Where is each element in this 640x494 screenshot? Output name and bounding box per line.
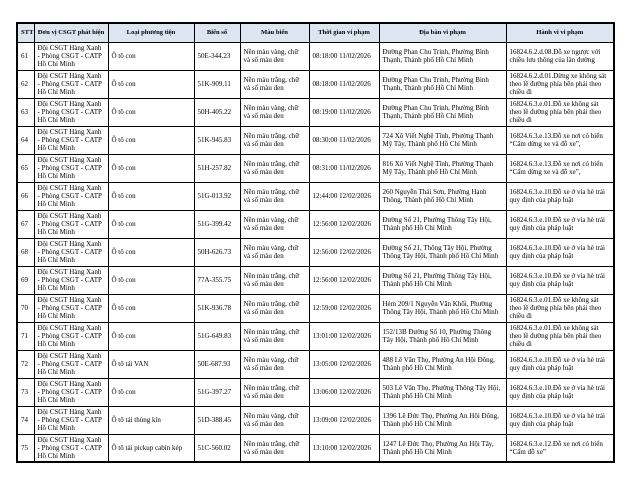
cell-stt: 71: [17, 322, 34, 350]
cell-unit: Đội CSGT Hàng Xanh - Phòng CSGT - CATP Hồ Chí Minh: [34, 98, 108, 126]
cell-stt: 69: [17, 266, 34, 294]
cell-location: 1396 Lê Đức Thọ, Phường An Hội Đông, Thành phố Hồ Chí Minh: [379, 406, 506, 434]
cell-plate: 51D-388.45: [194, 406, 240, 434]
cell-plate_color: Nền màu trắng, chữ và số màu đen: [240, 182, 309, 210]
cell-plate: 77A-355.75: [194, 266, 240, 294]
cell-time: 08:18:00 11/02/2026: [309, 70, 379, 98]
cell-vehicle: Ô tô con: [108, 126, 194, 154]
cell-unit: Đội CSGT Hàng Xanh - Phòng CSGT - CATP Hồ Chí Minh: [34, 350, 108, 378]
cell-time: 08:30:00 11/02/2026: [309, 126, 379, 154]
cell-plate: 51G-013.92: [194, 182, 240, 210]
table-row: [17, 126, 614, 154]
cell-stt: 62: [17, 70, 34, 98]
cell-stt: 74: [17, 406, 34, 434]
cell-plate_color: Nền màu vàng, chữ và số màu đen: [240, 210, 309, 238]
cell-time: 13:01:00 12/02/2026: [309, 322, 379, 350]
cell-location: 260 Nguyễn Thái Sơn, Phường Hạnh Thông, Thành phố Hồ Chí Minh: [379, 182, 506, 210]
table-body: [17, 42, 614, 462]
cell-unit: Đội CSGT Hàng Xanh - Phòng CSGT - CATP Hồ Chí Minh: [34, 210, 108, 238]
cell-location: Đường Phan Chu Trinh, Phường Bình Thạnh, Thành phố Hồ Chí Minh: [379, 70, 506, 98]
cell-violation: 16824.6.3.e.10.Đỗ xe ở vỉa hè trái quy định của pháp luật: [506, 210, 614, 238]
cell-time: 08:31:00 11/02/2026: [309, 154, 379, 182]
cell-unit: Đội CSGT Hàng Xanh - Phòng CSGT - CATP Hồ Chí Minh: [34, 182, 108, 210]
cell-plate_color: Nền màu trắng, chữ và số màu đen: [240, 154, 309, 182]
column-header-violation: Hành vi vi phạm: [506, 23, 614, 42]
cell-location: 503 Lê Văn Thọ, Phường Thông Tây Hội, Thành phố Hồ Chí Minh: [379, 378, 506, 406]
cell-plate: 51C-560.02: [194, 434, 240, 462]
cell-plate_color: Nền màu vàng, chữ và số màu đen: [240, 42, 309, 70]
cell-location: 816 Xô Viết Nghệ Tĩnh, Phường Thạnh Mỹ Tây, Thành phố Hồ Chí Minh: [379, 154, 506, 182]
cell-time: 12:56:00 12/02/2026: [309, 238, 379, 266]
cell-time: 13:06:00 12/02/2026: [309, 378, 379, 406]
cell-location: 724 Xô Viết Nghệ Tĩnh, Phường Thạnh Mỹ Tây, Thành phố Hồ Chí Minh: [379, 126, 506, 154]
table-row: [17, 42, 614, 70]
cell-plate_color: Nền màu trắng, chữ và số màu đen: [240, 70, 309, 98]
cell-violation: 16824.6.3.e.12.Đỗ xe nơi có biển “Cấm đỗ xe”: [506, 434, 614, 462]
cell-plate_color: Nền màu vàng, chữ và số màu đen: [240, 238, 309, 266]
cell-vehicle: Ô tô tải VAN: [108, 350, 194, 378]
cell-stt: 70: [17, 294, 34, 322]
cell-violation: 16824.6.3.e.10.Đỗ xe ở vỉa hè trái quy định của pháp luật: [506, 406, 614, 434]
cell-vehicle: Ô tô con: [108, 98, 194, 126]
cell-time: 12:44:00 12/02/2026: [309, 182, 379, 210]
table-row: [17, 98, 614, 126]
cell-violation: 16824.6.3.e.10.Đỗ xe ở vỉa hè trái quy định của pháp luật: [506, 378, 614, 406]
cell-vehicle: Ô tô con: [108, 154, 194, 182]
cell-stt: 64: [17, 126, 34, 154]
cell-unit: Đội CSGT Hàng Xanh - Phòng CSGT - CATP Hồ Chí Minh: [34, 42, 108, 70]
column-header-stt: STT: [17, 23, 34, 42]
cell-location: Đường Phan Chu Trinh, Phường Bình Thạnh, Thành phố Hồ Chí Minh: [379, 42, 506, 70]
violations-table: [16, 22, 615, 463]
table-row: [17, 154, 614, 182]
cell-time: 08:18:00 11/02/2026: [309, 42, 379, 70]
cell-location: 152/13B Đường Số 10, Phường Thông Tây Hội, Thành phố Hồ Chí Minh: [379, 322, 506, 350]
table-row: [17, 182, 614, 210]
cell-vehicle: Ô tô con: [108, 210, 194, 238]
cell-unit: Đội CSGT Hàng Xanh - Phòng CSGT - CATP Hồ Chí Minh: [34, 294, 108, 322]
cell-violation: 16824.6.3.e.13.Đỗ xe nơi có biển “Cấm dừng xe và đỗ xe”,: [506, 154, 614, 182]
table-row: [17, 238, 614, 266]
cell-unit: Đội CSGT Hàng Xanh - Phòng CSGT - CATP Hồ Chí Minh: [34, 266, 108, 294]
cell-plate_color: Nền màu trắng, chữ và số màu đen: [240, 266, 309, 294]
cell-location: 1247 Lê Đức Thọ, Phường An Hội Tây, Thành phố Hồ Chí Minh: [379, 434, 506, 462]
cell-vehicle: Ô tô con: [108, 42, 194, 70]
cell-stt: 68: [17, 238, 34, 266]
cell-location: Đường Số 21, Phường Thông Tây Hội, Thành phố Hồ Chí Minh: [379, 266, 506, 294]
cell-plate: 50H-405.22: [194, 98, 240, 126]
cell-stt: 75: [17, 434, 34, 462]
column-header-location: Địa bàn vi phạm: [379, 23, 506, 42]
cell-violation: 16824.6.3.e.01.Đỗ xe không sát theo lề đường phía bên phải theo chiều đi: [506, 98, 614, 126]
cell-time: 13:09:00 12/02/2026: [309, 406, 379, 434]
cell-vehicle: Ô tô con: [108, 294, 194, 322]
cell-time: 12:59:00 12/02/2026: [309, 294, 379, 322]
table-row: [17, 378, 614, 406]
column-header-vehicle: Loại phương tiện: [108, 23, 194, 42]
cell-time: 12:56:00 12/02/2026: [309, 266, 379, 294]
header-row: [17, 23, 614, 42]
column-header-time: Thời gian vi phạm: [309, 23, 379, 42]
cell-time: 13:10:00 12/02/2026: [309, 434, 379, 462]
cell-plate_color: Nền màu trắng, chữ và số màu đen: [240, 378, 309, 406]
cell-vehicle: Ô tô con: [108, 182, 194, 210]
cell-plate: 50H-626.73: [194, 238, 240, 266]
cell-unit: Đội CSGT Hàng Xanh - Phòng CSGT - CATP Hồ Chí Minh: [34, 238, 108, 266]
cell-violation: 16824.6.3.e.10.Đỗ xe ở vỉa hè trái quy định của pháp luật: [506, 238, 614, 266]
cell-unit: Đội CSGT Hàng Xanh - Phòng CSGT - CATP Hồ Chí Minh: [34, 406, 108, 434]
cell-violation: 16824.6.3.e.10.Đỗ xe ở vỉa hè trái quy định của pháp luật: [506, 350, 614, 378]
cell-plate: 51K-945.83: [194, 126, 240, 154]
cell-stt: 63: [17, 98, 34, 126]
cell-violation: 16824.6.3.e.13.Đỗ xe nơi có biển “Cấm dừng xe và đỗ xe”,: [506, 126, 614, 154]
table-row: [17, 210, 614, 238]
cell-location: Đường Số 21, Thông Tây Hội, Phường Thông Tây Hội, Thành phố Hồ Chí Minh: [379, 238, 506, 266]
cell-plate_color: Nền màu vàng, chữ và số màu đen: [240, 406, 309, 434]
cell-unit: Đội CSGT Hàng Xanh - Phòng CSGT - CATP Hồ Chí Minh: [34, 126, 108, 154]
cell-plate: 51K-936.78: [194, 294, 240, 322]
cell-time: 08:19:00 11/02/2026: [309, 98, 379, 126]
table-row: [17, 434, 614, 462]
cell-vehicle: Ô tô con: [108, 266, 194, 294]
table-row: [17, 266, 614, 294]
cell-plate: 51G-399.42: [194, 210, 240, 238]
cell-plate: 50E-687.93: [194, 350, 240, 378]
table-row: [17, 406, 614, 434]
cell-time: 12:56:00 12/02/2026: [309, 210, 379, 238]
cell-stt: 72: [17, 350, 34, 378]
cell-plate_color: Nền màu trắng, chữ và số màu đen: [240, 322, 309, 350]
table-row: [17, 322, 614, 350]
cell-plate: 51H-257.82: [194, 154, 240, 182]
cell-plate: 51K-909.11: [194, 70, 240, 98]
cell-unit: Đội CSGT Hàng Xanh - Phòng CSGT - CATP Hồ Chí Minh: [34, 70, 108, 98]
cell-time: 13:05:00 12/02/2026: [309, 350, 379, 378]
column-header-unit: Đơn vị CSGT phát hiện: [34, 23, 108, 42]
cell-violation: 16824.6.3.e.01.Đỗ xe không sát theo lề đường phía bên phải theo chiều đi: [506, 294, 614, 322]
cell-violation: 16824.6.3.e.10.Đỗ xe ở vỉa hè trái quy định của pháp luật: [506, 182, 614, 210]
cell-unit: Đội CSGT Hàng Xanh - Phòng CSGT - CATP Hồ Chí Minh: [34, 154, 108, 182]
cell-plate: 50E-344.23: [194, 42, 240, 70]
cell-unit: Đội CSGT Hàng Xanh - Phòng CSGT - CATP Hồ Chí Minh: [34, 378, 108, 406]
cell-stt: 66: [17, 182, 34, 210]
cell-plate_color: Nền màu trắng, chữ và số màu đen: [240, 294, 309, 322]
cell-plate_color: Nền màu trắng, chữ và số màu đen: [240, 434, 309, 462]
cell-plate_color: Nền màu trắng, chữ và số màu đen: [240, 126, 309, 154]
cell-vehicle: Ô tô con: [108, 238, 194, 266]
cell-vehicle: Ô tô tải thùng kín: [108, 406, 194, 434]
cell-plate: 51G-397.27: [194, 378, 240, 406]
cell-location: Hẻm 209/1 Nguyễn Văn Khối, Phường Thông Tây Hội, Thành phố Hồ Chí Minh: [379, 294, 506, 322]
table-row: [17, 350, 614, 378]
table-row: [17, 70, 614, 98]
cell-location: Đường Số 21, Phường Thông Tây Hội, Thành phố Hồ Chí Minh: [379, 210, 506, 238]
cell-vehicle: Ô tô con: [108, 70, 194, 98]
cell-plate_color: Nền màu vàng, chữ và số màu đen: [240, 350, 309, 378]
column-header-plate_color: Màu biển: [240, 23, 309, 42]
table-row: [17, 294, 614, 322]
cell-stt: 67: [17, 210, 34, 238]
cell-violation: 16824.6.3.e.01.Đỗ xe không sát theo lề đường phía bên phải theo chiều đi: [506, 322, 614, 350]
cell-vehicle: Ô tô con: [108, 322, 194, 350]
column-header-plate: Biển số: [194, 23, 240, 42]
cell-plate: 51G-649.83: [194, 322, 240, 350]
cell-location: Đường Phan Chu Trinh, Phường Bình Thạnh, Thành phố Hồ Chí Minh: [379, 98, 506, 126]
cell-violation: 16824.6.2.d.08.Đỗ xe ngược với chiều lưu thông của làn đường: [506, 42, 614, 70]
cell-violation: 16824.6.3.e.10.Đỗ xe ở vỉa hè trái quy định của pháp luật: [506, 266, 614, 294]
cell-violation: 16824.6.2.đ.01.Dừng xe không sát theo lề đường phía bên phải theo chiều đi: [506, 70, 614, 98]
cell-unit: Đội CSGT Hàng Xanh - Phòng CSGT - CATP Hồ Chí Minh: [34, 322, 108, 350]
cell-vehicle: Ô tô tải pickup cabin kép: [108, 434, 194, 462]
cell-plate_color: Nền màu vàng, chữ và số màu đen: [240, 98, 309, 126]
cell-stt: 73: [17, 378, 34, 406]
cell-vehicle: Ô tô con: [108, 378, 194, 406]
cell-location: 488 Lê Văn Thọ, Phường An Hội Đông, Thành phố Hồ Chí Minh: [379, 350, 506, 378]
cell-stt: 61: [17, 42, 34, 70]
cell-unit: Đội CSGT Hàng Xanh - Phòng CSGT - CATP Hồ Chí Minh: [34, 434, 108, 462]
cell-stt: 65: [17, 154, 34, 182]
